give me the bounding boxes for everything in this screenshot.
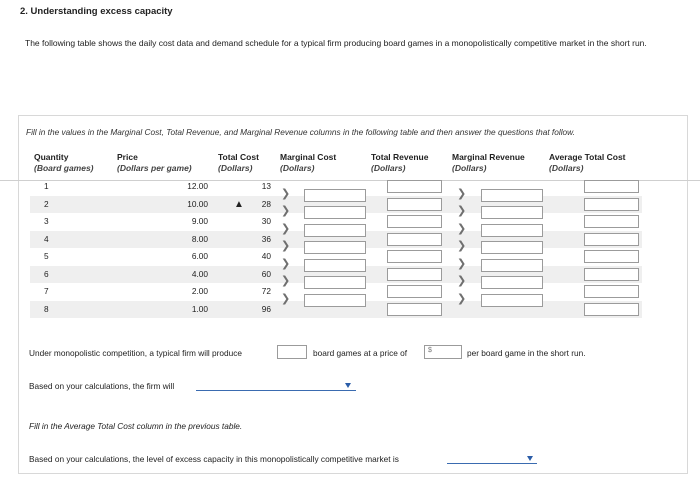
- currency-symbol: $: [428, 347, 432, 354]
- chevron-right-icon: ❯: [281, 257, 291, 270]
- quantity-cell: 4: [44, 233, 49, 244]
- mouse-cursor-icon: ▲: [234, 199, 244, 210]
- chevron-right-icon: ❯: [281, 275, 291, 288]
- quantity-cell: 6: [44, 268, 49, 279]
- marginal-cost-input[interactable]: [304, 206, 366, 219]
- header-total-cost: Total Cost (Dollars): [218, 152, 259, 173]
- average-total-cost-input[interactable]: [584, 198, 639, 211]
- total-cost-cell: 13: [261, 181, 271, 191]
- header-quantity: Quantity (Board games): [34, 152, 94, 173]
- total-revenue-input[interactable]: [387, 180, 442, 193]
- marginal-revenue-input[interactable]: [481, 294, 543, 307]
- chevron-right-icon: ❯: [281, 292, 291, 305]
- total-cost-cell: 96: [261, 303, 271, 314]
- marginal-revenue-input[interactable]: [481, 276, 543, 289]
- chevron-right-icon: ❯: [281, 240, 291, 253]
- price-cell: 10.00: [187, 198, 208, 209]
- marginal-revenue-input[interactable]: [481, 259, 543, 272]
- chevron-right-icon: ❯: [281, 205, 291, 218]
- quantity-cell: 7: [44, 286, 49, 296]
- marginal-revenue-input[interactable]: [481, 241, 543, 254]
- total-cost-cell: 72: [261, 286, 271, 296]
- quantity-cell: 5: [44, 251, 49, 261]
- chevron-right-icon: ❯: [457, 292, 467, 305]
- average-total-cost-input[interactable]: [584, 285, 639, 298]
- total-cost-cell: 40: [261, 251, 271, 261]
- average-total-cost-input[interactable]: [584, 233, 639, 246]
- price-cell: 1.00: [191, 303, 208, 314]
- quantity-cell: 1: [44, 181, 49, 191]
- q1-suffix: per board game in the short run.: [467, 348, 586, 358]
- average-total-cost-input[interactable]: [584, 303, 639, 316]
- marginal-cost-input[interactable]: [304, 276, 366, 289]
- price-cell: 12.00: [187, 181, 208, 191]
- price-cell: 9.00: [191, 216, 208, 226]
- q2-dropdown-underline: [196, 390, 356, 391]
- note-text: Fill in the Average Total Cost column in the previous table.: [29, 421, 243, 431]
- header-price: Price (Dollars per game): [117, 152, 192, 173]
- marginal-cost-input[interactable]: [304, 189, 366, 202]
- marginal-cost-input[interactable]: [304, 224, 366, 237]
- chevron-down-icon: [527, 456, 533, 461]
- price-cell: 4.00: [191, 268, 208, 279]
- total-revenue-input[interactable]: [387, 198, 442, 211]
- average-total-cost-input[interactable]: [584, 250, 639, 263]
- average-total-cost-input[interactable]: [584, 268, 639, 281]
- chevron-down-icon: [345, 383, 351, 388]
- chevron-right-icon: ❯: [457, 275, 467, 288]
- quantity-cell: 3: [44, 216, 49, 226]
- average-total-cost-input[interactable]: [584, 180, 639, 193]
- header-total-revenue: Total Revenue (Dollars): [371, 152, 429, 173]
- quantity-answer-input[interactable]: [277, 345, 307, 359]
- q1-middle: board games at a price of: [313, 348, 408, 358]
- total-cost-cell: 36: [261, 233, 271, 244]
- total-revenue-input[interactable]: [387, 233, 442, 246]
- table-header: [0, 150, 700, 181]
- chevron-right-icon: ❯: [457, 187, 467, 200]
- total-revenue-input[interactable]: [387, 285, 442, 298]
- header-marginal-revenue: Marginal Revenue (Dollars): [452, 152, 525, 173]
- marginal-cost-input[interactable]: [304, 294, 366, 307]
- marginal-revenue-input[interactable]: [481, 189, 543, 202]
- total-revenue-input[interactable]: [387, 268, 442, 281]
- price-answer-input[interactable]: [424, 345, 462, 359]
- total-cost-cell: 28: [261, 198, 271, 209]
- total-revenue-input[interactable]: [387, 303, 442, 316]
- price-cell: 8.00: [191, 233, 208, 244]
- marginal-cost-input[interactable]: [304, 259, 366, 272]
- marginal-revenue-input[interactable]: [481, 224, 543, 237]
- intro-text: The following table shows the daily cost data and demand schedule for a typical firm producing board games in a monopolistically competitive market in the short run.: [25, 38, 647, 48]
- instruction-text: Fill in the values in the Marginal Cost, Total Revenue, and Marginal Revenue columns in the following table and then answer the questions that follow.: [26, 127, 575, 137]
- total-revenue-input[interactable]: [387, 215, 442, 228]
- header-average-total-cost: Average Total Cost (Dollars): [549, 152, 626, 173]
- chevron-right-icon: ❯: [457, 205, 467, 218]
- marginal-revenue-input[interactable]: [481, 206, 543, 219]
- marginal-cost-input[interactable]: [304, 241, 366, 254]
- q3-prefix: Based on your calculations, the level of excess capacity in this monopolistically competitive market is: [29, 454, 399, 464]
- total-revenue-input[interactable]: [387, 250, 442, 263]
- price-cell: 6.00: [191, 251, 208, 261]
- q3-dropdown-underline: [447, 463, 537, 464]
- q2-prefix: Based on your calculations, the firm will: [29, 381, 175, 391]
- section-title: 2. Understanding excess capacity: [20, 6, 173, 17]
- quantity-cell: 2: [44, 198, 49, 209]
- chevron-right-icon: ❯: [281, 222, 291, 235]
- chevron-right-icon: ❯: [457, 257, 467, 270]
- chevron-right-icon: ❯: [457, 240, 467, 253]
- header-marginal-cost: Marginal Cost (Dollars): [280, 152, 337, 173]
- price-cell: 2.00: [191, 286, 208, 296]
- total-cost-cell: 60: [261, 268, 271, 279]
- chevron-right-icon: ❯: [457, 222, 467, 235]
- q1-prefix: Under monopolistic competition, a typical firm will produce: [29, 348, 243, 358]
- chevron-right-icon: ❯: [281, 187, 291, 200]
- quantity-cell: 8: [44, 303, 49, 314]
- average-total-cost-input[interactable]: [584, 215, 639, 228]
- total-cost-cell: 30: [261, 216, 271, 226]
